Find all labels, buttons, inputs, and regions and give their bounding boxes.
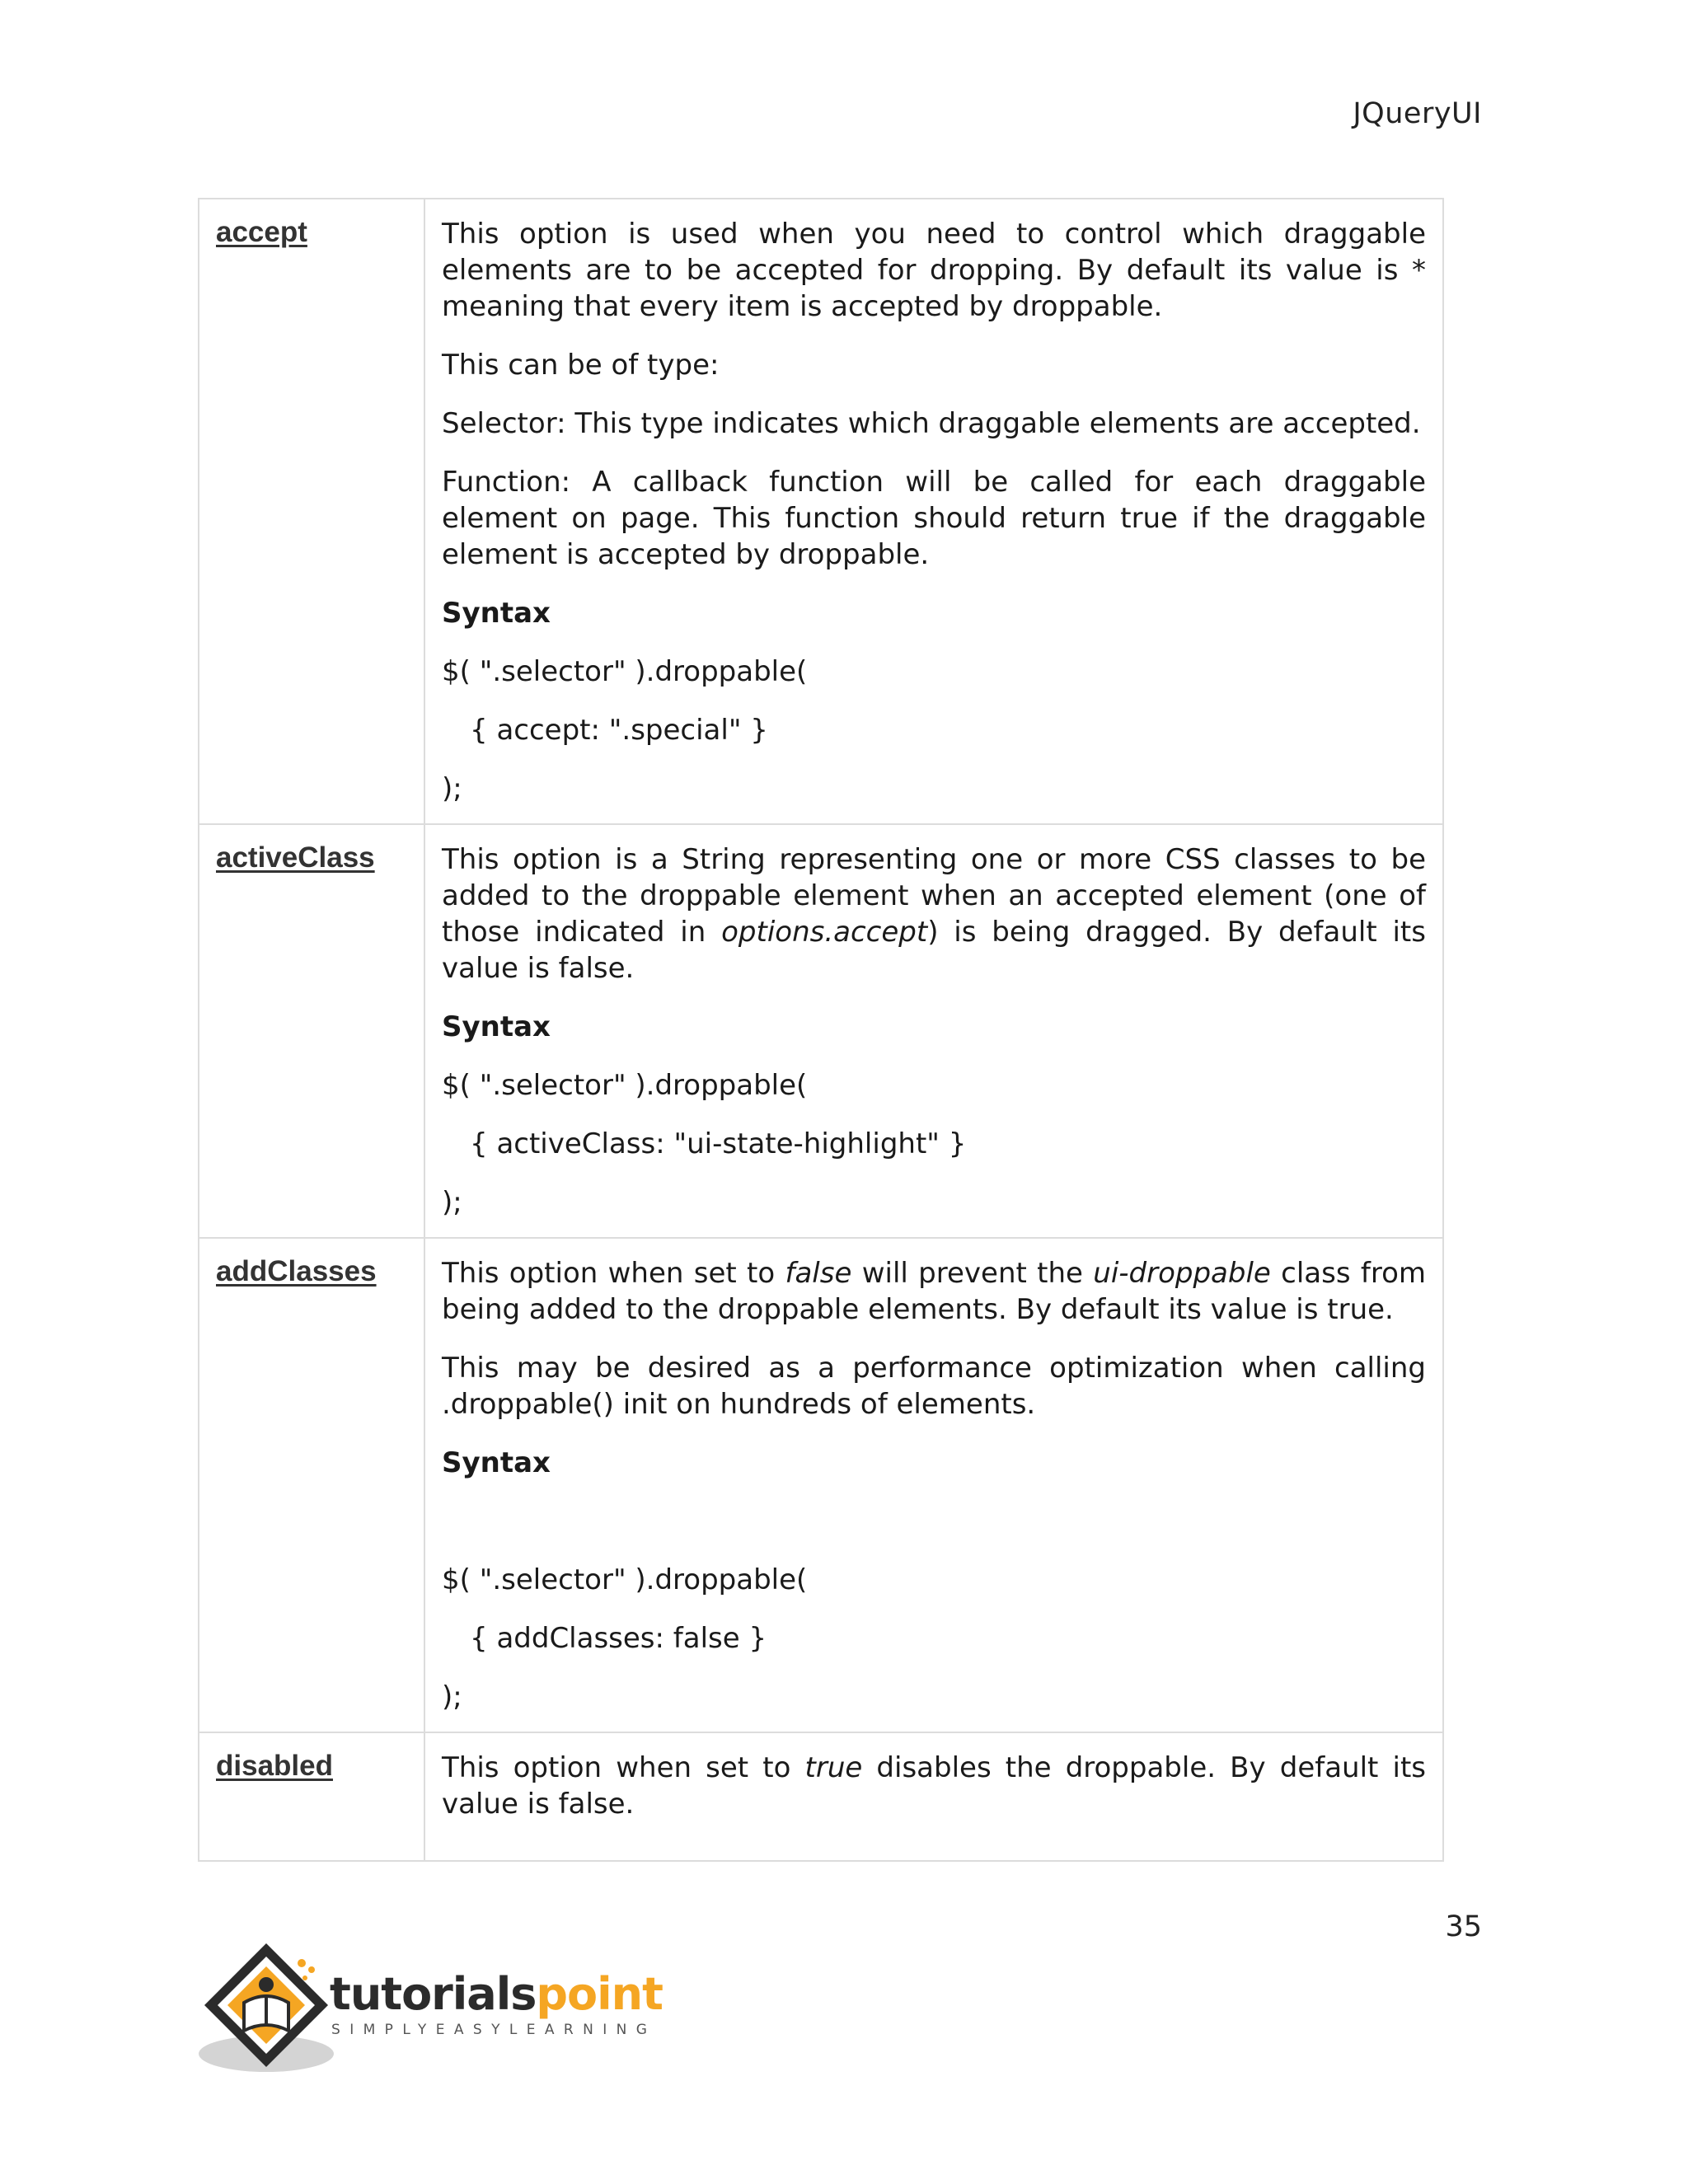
code-line: $( ".selector" ).droppable(: [442, 1069, 808, 1102]
option-name-link[interactable]: activeClass: [216, 841, 375, 874]
text-segment: This may be desired as a performance optimization when calling .droppable() init on hundreds of elements.: [442, 1352, 1426, 1421]
description-paragraph: [442, 1255, 1426, 1328]
option-row-addclasses: [199, 1238, 1443, 1732]
syntax-label: Syntax: [442, 1010, 551, 1043]
option-name-link[interactable]: addClasses: [216, 1255, 377, 1287]
option-description-cell: [424, 199, 1443, 824]
code-line: );: [442, 1680, 462, 1713]
text-segment: This can be of type:: [442, 349, 720, 382]
option-row-accept: [199, 199, 1443, 824]
text-segment: This option is used when you need to control which draggable elements are to be accepted for dropping. By default its value is * meaning that every item is accepted by droppable.: [442, 218, 1426, 323]
syntax-label: Syntax: [442, 1446, 551, 1479]
blank-line: [442, 1503, 1426, 1540]
text-segment: disables the droppable. By default its value is false.: [442, 1751, 1426, 1821]
logo-word-orange: point: [536, 1968, 663, 2020]
document-title: JQueryUI: [1353, 97, 1482, 130]
options-table-body: [199, 199, 1443, 1861]
code-line: { accept: ".special" }: [470, 714, 768, 747]
option-name-link[interactable]: disabled: [216, 1750, 333, 1782]
option-description-cell: [424, 824, 1443, 1238]
option-name-cell: [199, 824, 424, 1238]
code-line: { activeClass: "ui-state-highlight" }: [470, 1127, 967, 1160]
text-segment: class from being added to the droppable elements. By default its value is true.: [442, 1257, 1427, 1326]
page-number: 35: [1445, 1910, 1482, 1943]
options-table: [198, 198, 1444, 1862]
option-name-link[interactable]: accept: [216, 216, 307, 248]
logo-word-dark: tutorials: [330, 1968, 537, 2020]
emphasis-text: false: [785, 1257, 852, 1290]
description-paragraph: [442, 216, 1426, 325]
description-paragraph: [442, 841, 1426, 987]
description-paragraph: [442, 464, 1426, 573]
option-row-activeclass: [199, 824, 1443, 1238]
option-description-cell: [424, 1238, 1443, 1732]
code-line: $( ".selector" ).droppable(: [442, 1563, 808, 1596]
text-segment: Function: A callback function will be called for each draggable element on page. This function should return true if the draggable element is accepted by droppable.: [442, 466, 1426, 571]
text-segment: This option when set to: [442, 1257, 785, 1290]
option-name-cell: [199, 199, 424, 824]
tutorialspoint-logo-icon: [196, 1938, 336, 2079]
option-row-disabled: [199, 1732, 1443, 1861]
logo-wordmark: [330, 1970, 663, 2019]
text-segment: This option is a String representing one or more CSS classes to be added to the droppable element when an accepted element (one of those indicated in: [442, 843, 1426, 949]
description-paragraph: [442, 1350, 1426, 1422]
code-line: );: [442, 772, 462, 805]
description-paragraph: [442, 1750, 1426, 1822]
option-description-cell: [424, 1732, 1443, 1861]
option-name-cell: [199, 1238, 424, 1732]
emphasis-text: true: [804, 1751, 863, 1784]
text-segment: will prevent the: [851, 1257, 1094, 1290]
emphasis-text: options.accept: [721, 916, 928, 949]
logo-tagline: SIMPLYEASYLEARNING: [331, 2022, 657, 2038]
emphasis-text: ui-droppable: [1093, 1257, 1271, 1290]
syntax-label: Syntax: [442, 597, 551, 630]
code-line: $( ".selector" ).droppable(: [442, 655, 808, 688]
text-segment: This option when set to: [442, 1751, 805, 1784]
text-segment: Selector: This type indicates which draggable elements are accepted.: [442, 407, 1421, 440]
text-segment: ) is being dragged. By default its value is false.: [442, 916, 1426, 985]
description-paragraph: [442, 347, 1426, 383]
description-paragraph: [442, 405, 1426, 442]
code-line: );: [442, 1186, 462, 1219]
option-name-cell: [199, 1732, 424, 1861]
code-line: { addClasses: false }: [470, 1622, 767, 1655]
